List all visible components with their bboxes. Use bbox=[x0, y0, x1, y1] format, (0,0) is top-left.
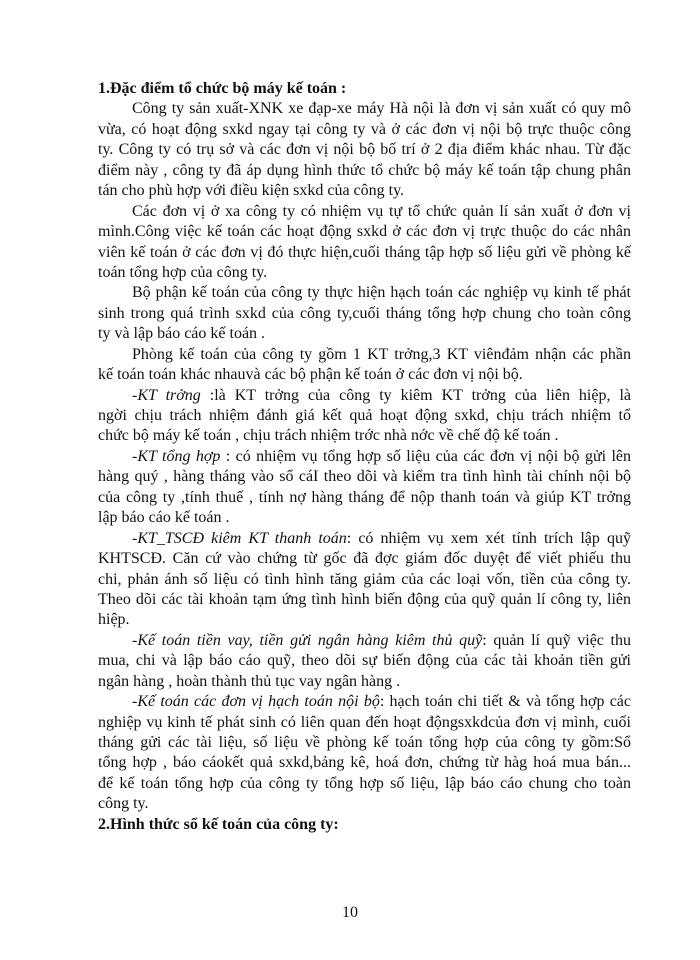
text-line bbox=[98, 140, 631, 160]
text-span: chi, phản ánh số liệu có tình hình tăng giảm của các loại vốn, tiền của công ty. bbox=[98, 570, 631, 588]
text-line bbox=[98, 345, 631, 365]
italic-role-label: -Kế toán các đơn vị hạch toán nội bộ bbox=[132, 693, 380, 711]
text-line bbox=[98, 529, 631, 549]
text-line bbox=[98, 263, 631, 283]
text-span: mua, chi và lập báo cáo quỹ, theo dõi sự biến động của các tài khoản tiền gửi bbox=[98, 652, 631, 670]
text-line bbox=[98, 549, 631, 569]
paragraph bbox=[98, 283, 631, 344]
text-line bbox=[98, 222, 631, 242]
text-span: vừa, có hoạt động sxkd ngay tại công ty và ở các đơn vị nội bộ trực thuộc công bbox=[98, 120, 631, 138]
text-line bbox=[98, 610, 631, 630]
text-span: để kế toán tổng hợp của công ty tổng hợp số liệu, lập báo cáo chung cho toàn bbox=[98, 774, 631, 792]
paragraph bbox=[98, 529, 631, 631]
text-line bbox=[98, 161, 631, 181]
text-line bbox=[98, 692, 631, 712]
text-span: điểm này , công ty đã áp dụng hình thức tổ chức bộ máy kế toán tập chung phân bbox=[98, 161, 631, 179]
text-span: mình.Công việc kế toán các hoạt động sxkd ở các đơn vị trực thuộc do các nhân bbox=[98, 223, 631, 241]
text-line bbox=[98, 774, 631, 794]
text-line bbox=[98, 386, 631, 406]
text-span: : hạch toán chi tiết & và tổng hợp các bbox=[379, 693, 632, 711]
text-span: viên kế toán ở các đơn vị đó thực hiện,cuối tháng tập hợp số liệu gửi về phòng kế bbox=[98, 243, 631, 261]
text-span: Theo dõi các tài khoản tạm ứng tình hình biến động của quỹ quản lí công ty, liên bbox=[98, 590, 631, 608]
text-line bbox=[98, 406, 631, 426]
paragraph bbox=[98, 386, 631, 447]
text-line bbox=[98, 365, 631, 385]
text-span: của công ty ,tính thuế , tính nợ hàng tháng để nộp thanh toán và giúp KT trởng bbox=[98, 488, 631, 506]
italic-role-label: -Kế toán tiền vay, tiền gửi ngân hàng kiêm thủ quỹ bbox=[132, 631, 483, 649]
text-span: : quản lí quỹ việc thu bbox=[482, 631, 631, 649]
text-span: sinh trong quá trình sxkd của công ty,cuối tháng tổng hợp chung cho toàn công bbox=[98, 304, 631, 322]
text-span: công ty. bbox=[98, 795, 149, 813]
text-span: KHTSCĐ. Căn cứ vào chứng từ gốc đã đợc giám đốc duyệt để viết phiếu thu bbox=[98, 550, 631, 568]
document-body bbox=[98, 79, 631, 835]
text-line bbox=[98, 815, 631, 835]
paragraph bbox=[98, 99, 631, 201]
paragraph bbox=[98, 692, 631, 815]
text-line bbox=[98, 324, 631, 344]
text-span: nghiệp vụ kinh tế phát sinh có liên quan đến hoạt độngsxkdcủa đơn vị mình, cuối bbox=[98, 713, 631, 731]
text-line bbox=[98, 508, 631, 528]
text-line bbox=[98, 672, 631, 692]
text-line bbox=[98, 202, 631, 222]
text-span: 2.Hình thức sổ kế toán của công ty: bbox=[98, 815, 339, 833]
text-line bbox=[98, 304, 631, 324]
text-line bbox=[98, 733, 631, 753]
text-span: ty. Công ty có trụ sở và các đơn vị nội bộ bố trí ở 2 địa điểm khác nhau. Từ đặc bbox=[98, 141, 631, 159]
text-line bbox=[98, 243, 631, 263]
text-line bbox=[98, 283, 631, 303]
text-line bbox=[98, 794, 631, 814]
italic-role-label: -KT tổng hợp bbox=[132, 447, 221, 465]
text-line bbox=[98, 590, 631, 610]
text-span: tháng gửi các tài liệu, số liệu về phòng kế toán tổng hợp của công ty gồm:Sổ bbox=[98, 734, 631, 751]
text-span: ngân hàng , hoàn thành thủ tục vay ngân hàng . bbox=[98, 672, 401, 690]
text-span: tán cho phù hợp với điều kiện sxkd của công ty. bbox=[98, 182, 405, 200]
text-span: hàng quý , hàng tháng vào sổ cáI theo dõi và kiểm tra tình hình tài chính nội bộ bbox=[98, 468, 631, 486]
text-line bbox=[98, 426, 631, 446]
text-span: Công ty sản xuất-XNK xe đạp-xe máy Hà nội là đơn vị sản xuất có quy mô bbox=[132, 100, 631, 118]
text-line bbox=[98, 467, 631, 487]
italic-role-label: -KT_TSCĐ kiêm KT thanh toán bbox=[132, 529, 347, 547]
text-line bbox=[98, 631, 631, 651]
text-line bbox=[98, 651, 631, 671]
text-span: : có nhiệm vụ tổng hợp số liệu của các đơn vị nội bộ gửi lên bbox=[220, 447, 632, 465]
text-span: 1.Đặc điểm tổ chức bộ máy kế toán : bbox=[98, 80, 347, 97]
paragraph bbox=[98, 447, 631, 529]
text-span: ngời chịu trách nhiệm đánh giá kết quả hoạt động sxkd, chịu trách nhiệm tổ bbox=[98, 407, 631, 424]
text-span: tổng hợp , báo cáokết quả sxkd,bảng kê, hoá đơn, chứng từ hàg hoá mua bán... bbox=[98, 754, 631, 772]
text-span: Phòng kế toán của công ty gồm 1 KT trởng,3 KT viênđảm nhận các phần bbox=[132, 345, 631, 363]
text-line bbox=[98, 120, 631, 140]
paragraph bbox=[98, 631, 631, 692]
text-line bbox=[98, 99, 631, 119]
text-line bbox=[98, 570, 631, 590]
text-span: hiệp. bbox=[98, 611, 130, 629]
section-heading bbox=[98, 79, 631, 99]
text-line bbox=[98, 753, 631, 773]
text-line bbox=[98, 488, 631, 508]
paragraph bbox=[98, 202, 631, 284]
text-line bbox=[98, 79, 631, 99]
text-line bbox=[98, 181, 631, 201]
page-number: 10 bbox=[342, 904, 358, 921]
italic-role-label: -KT trởng bbox=[132, 386, 201, 404]
text-span: Bộ phận kế toán của công ty thực hiện hạch toán các nghiệp vụ kinh tế phát bbox=[132, 284, 631, 302]
text-span: Các đơn vị ở xa công ty có nhiệm vụ tự tổ chức quản lí sản xuất ở đơn vị bbox=[132, 202, 631, 220]
text-span: :là KT trởng của công ty kiêm KT trởng của liên hiệp, là bbox=[200, 386, 631, 404]
text-span: chức bộ máy kế toán , chịu trách nhiệm trớc nhà nớc về chế độ kế toán . bbox=[98, 427, 559, 445]
text-span: : có nhiệm vụ xem xét tính trích lập quỹ bbox=[346, 529, 632, 547]
section-heading bbox=[98, 815, 631, 835]
text-span: kế toán toán khác nhauvà các bộ phận kế toán ở các đơn vị nội bộ. bbox=[98, 366, 523, 384]
text-span: ty và lập báo cáo kế toán . bbox=[98, 325, 266, 343]
text-line bbox=[98, 713, 631, 733]
text-span: lập báo cáo kế toán . bbox=[98, 509, 230, 527]
paragraph bbox=[98, 345, 631, 386]
text-line bbox=[98, 447, 631, 467]
text-span: toán tổng hợp của công ty. bbox=[98, 263, 268, 281]
